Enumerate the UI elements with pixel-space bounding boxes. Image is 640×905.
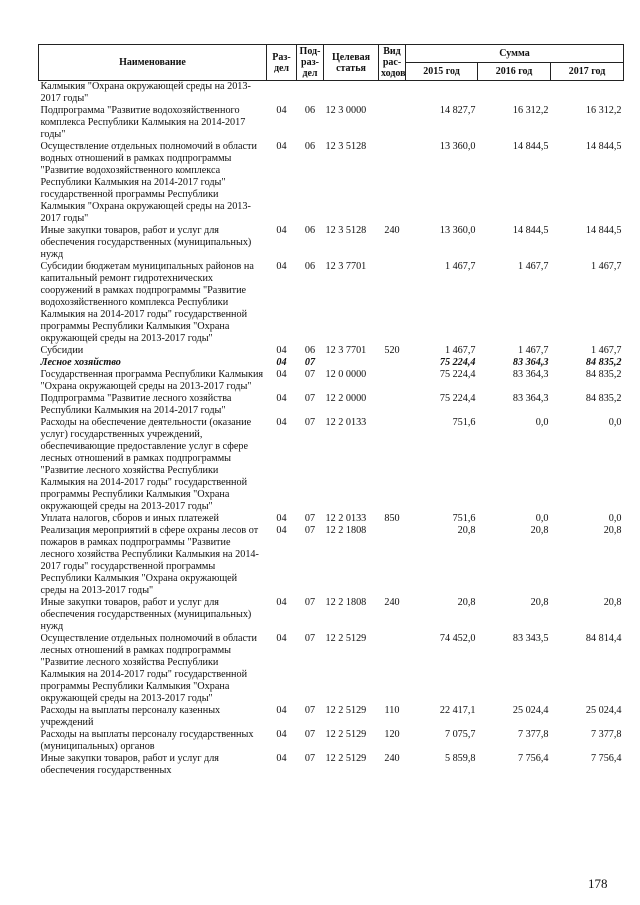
row-value-2015: 1 467,7 [444, 261, 476, 272]
row-podrazdel: 07 [304, 513, 316, 524]
row-name: Субсидии бюджетам муниципальных районов на капитальный ремонт гидротехнических сооружений в рамках подпрограммы "Развитие водохозяйственного комплекса Республики Калмыкия на 2014-2017 годы" государственной программы Республики Калмыкия "Охрана окружающей среды на 2013-2017 годы" [40, 261, 254, 344]
row-podrazdel: 06 [304, 105, 316, 116]
row-value-2015: 13 360,0 [439, 225, 476, 236]
row-value-2017: 0,0 [608, 513, 622, 524]
row-name: Подпрограмма "Развитие водохозяйственного комплекса Республики Калмыкия на 2014-2017 годы" [40, 105, 246, 140]
table-row [39, 513, 624, 525]
table-row [39, 261, 624, 345]
col-header-2015: 2015 год [406, 63, 478, 81]
header-row [39, 45, 624, 63]
row-celevaya: 12 0 0000 [325, 369, 367, 380]
row-value-2016: 1 467,7 [517, 261, 549, 272]
row-value-2016: 14 844,5 [512, 225, 549, 236]
row-value-2017: 7 756,4 [590, 753, 622, 764]
table-body [39, 81, 624, 778]
row-value-2016: 20,8 [530, 597, 549, 608]
row-name: Субсидии [40, 345, 84, 356]
row-razdel: 04 [276, 633, 287, 644]
row-podrazdel: 07 [304, 705, 316, 716]
row-vid [379, 357, 406, 369]
row-value-2017: 14 844,5 [585, 225, 622, 236]
row-value-2015: 22 417,1 [439, 705, 476, 716]
row-value-2015: 20,8 [457, 525, 476, 536]
row-celevaya: 12 3 7701 [325, 261, 367, 272]
row-podrazdel: 06 [304, 261, 316, 272]
row-value-2016: 0,0 [535, 513, 549, 524]
row-podrazdel: 07 [304, 525, 316, 536]
col-header-podrazdel: Под-раз-дел [297, 45, 324, 81]
table-row [39, 225, 624, 261]
row-vid [379, 261, 406, 345]
row-celevaya: 12 2 5129 [325, 729, 367, 740]
table-row [39, 393, 624, 417]
row-value-2016: 25 024,4 [512, 705, 549, 716]
row-podrazdel: 07 [304, 753, 316, 764]
col-header-name: Наименование [39, 45, 267, 81]
table-row [39, 81, 624, 106]
row-podrazdel: 07 [304, 369, 316, 380]
row-celevaya: 12 3 7701 [325, 345, 367, 356]
row-name: Расходы на обеспечение деятельности (оказание услуг) государственных учреждений, обеспечивающие предоставление услуг в сфере лесных отношений в рамках подпрограммы "Развитие лесного хозяйства Республики Калмыкия на 2014-2017 годы" государственной программы Республики Калмыкия "Охрана окружающей среды на 2013-2017 годы" [40, 417, 252, 512]
row-name: Калмыкия "Охрана окружающей среды на 2013-2017 годы" [40, 81, 251, 104]
table-row [39, 729, 624, 753]
row-razdel: 04 [276, 369, 287, 380]
row-celevaya: 12 2 0000 [325, 393, 367, 404]
row-razdel [267, 81, 297, 106]
row-value-2015: 5 859,8 [444, 753, 476, 764]
row-celevaya: 12 3 5128 [325, 225, 367, 236]
row-name: Реализация мероприятий в сфере охраны лесов от пожаров в рамках подпрограммы "Развитие лесного хозяйства Республики Калмыкия на 2014-2017 годы" государственной программы Республики Калмыкия "Охрана окружающей среды на 2013-2017 годы" [40, 525, 259, 596]
row-name: Подпрограмма "Развитие лесного хозяйства Республики Калмыкия на 2014-2017 годы" [40, 393, 232, 416]
row-value-2015: 751,6 [452, 417, 476, 428]
row-razdel: 04 [276, 141, 287, 152]
row-celevaya: 12 2 0133 [325, 417, 367, 428]
row-podrazdel: 06 [304, 141, 316, 152]
row-vid [379, 525, 406, 597]
budget-table [38, 44, 624, 777]
row-value-2016: 20,8 [530, 525, 549, 536]
row-razdel: 04 [276, 597, 287, 608]
row-value-2015 [406, 81, 478, 106]
row-value-2017: 14 844,5 [585, 141, 622, 152]
row-celevaya: 12 2 5129 [325, 753, 367, 764]
row-value-2015: 20,8 [457, 597, 476, 608]
row-name: Уплата налогов, сборов и иных платежей [40, 513, 219, 524]
row-podrazdel: 07 [304, 357, 316, 368]
row-value-2016: 0,0 [535, 417, 549, 428]
table-row [39, 525, 624, 597]
row-value-2015: 7 075,7 [444, 729, 476, 740]
row-celevaya [324, 357, 379, 369]
row-value-2017: 20,8 [603, 525, 622, 536]
row-podrazdel: 07 [304, 597, 316, 608]
col-header-2017: 2017 год [551, 63, 624, 81]
row-celevaya: 12 3 5128 [325, 141, 367, 152]
row-name: Иные закупки товаров, работ и услуг для обеспечения государственных [40, 753, 219, 776]
row-celevaya: 12 2 5129 [325, 705, 367, 716]
row-celevaya: 12 3 0000 [325, 105, 367, 116]
row-celevaya: 12 2 5129 [325, 633, 367, 644]
col-header-2016: 2016 год [478, 63, 551, 81]
row-value-2017: 84 814,4 [585, 633, 622, 644]
row-razdel: 04 [276, 525, 287, 536]
row-vid: 850 [384, 513, 400, 524]
row-razdel: 04 [276, 513, 287, 524]
row-name: Осуществление отдельных полномочий в области лесных отношений в рамках подпрограммы "Развитие лесного хозяйства Республики Калмыкия на 2014-2017 годы" государственной программы Республики Калмыкия "Охрана окружающей среды на 2013-2017 годы" [40, 633, 257, 704]
row-value-2016: 83 364,3 [512, 357, 549, 368]
row-name: Лесное хозяйство [40, 357, 121, 368]
row-vid [379, 393, 406, 417]
table-row [39, 597, 624, 633]
row-value-2016: 14 844,5 [512, 141, 549, 152]
row-value-2017 [551, 81, 624, 106]
row-value-2016: 83 343,5 [512, 633, 549, 644]
row-podrazdel: 06 [304, 345, 316, 356]
row-value-2016: 83 364,3 [512, 369, 549, 380]
row-podrazdel: 07 [304, 393, 316, 404]
row-value-2017: 84 835,2 [585, 369, 622, 380]
row-value-2017: 25 024,4 [585, 705, 622, 716]
row-celevaya [324, 81, 379, 106]
row-vid: 110 [384, 705, 400, 716]
col-header-razdel: Раз-дел [267, 45, 297, 81]
row-vid [379, 81, 406, 106]
row-value-2015: 75 224,4 [439, 369, 476, 380]
row-name: Осуществление отдельных полномочий в области водных отношений в рамках подпрограммы "Развитие водохозяйственного комплекса Республики Калмыкия на 2014-2017 годы" государственной программы Республики Калмыкия "Охрана окружающей среды на 2013-2017 годы" [40, 141, 257, 224]
row-name: Иные закупки товаров, работ и услуг для обеспечения государственных (муниципальных) нужд [40, 597, 252, 632]
row-podrazdel: 07 [304, 417, 316, 428]
row-razdel: 04 [276, 705, 287, 716]
row-vid [379, 417, 406, 513]
row-value-2017: 1 467,7 [590, 345, 622, 356]
row-name: Иные закупки товаров, работ и услуг для обеспечения государственных (муниципальных) нужд [40, 225, 252, 260]
page-number: 178 [588, 876, 608, 891]
row-value-2015: 75 224,4 [439, 393, 476, 404]
row-vid [379, 105, 406, 141]
row-razdel: 04 [276, 753, 287, 764]
row-razdel: 04 [276, 261, 287, 272]
row-razdel: 04 [276, 357, 287, 368]
row-value-2016: 1 467,7 [517, 345, 549, 356]
row-celevaya: 12 2 1808 [325, 525, 367, 536]
table-row [39, 753, 624, 777]
row-value-2015: 751,6 [452, 513, 476, 524]
row-vid [379, 633, 406, 705]
row-value-2015: 13 360,0 [439, 141, 476, 152]
table-row [39, 105, 624, 141]
row-vid: 240 [384, 753, 400, 764]
row-value-2017: 84 835,2 [585, 393, 622, 404]
col-header-celevaya: Целевая статья [324, 45, 379, 81]
table-row [39, 417, 624, 513]
row-vid [379, 141, 406, 225]
table-row [39, 369, 624, 393]
table-row [39, 633, 624, 705]
row-value-2016 [478, 81, 551, 106]
row-value-2016: 83 364,3 [512, 393, 549, 404]
row-podrazdel [297, 81, 324, 106]
row-value-2017: 20,8 [603, 597, 622, 608]
row-value-2016: 7 756,4 [517, 753, 549, 764]
row-name: Расходы на выплаты персоналу государственных (муниципальных) органов [40, 729, 254, 752]
row-value-2016: 7 377,8 [517, 729, 549, 740]
row-value-2015: 14 827,7 [439, 105, 476, 116]
col-header-summa: Сумма [406, 45, 624, 63]
row-value-2017: 16 312,2 [585, 105, 622, 116]
row-value-2017: 84 835,2 [585, 357, 622, 368]
row-razdel: 04 [276, 105, 287, 116]
table-row [39, 357, 624, 369]
row-vid: 240 [384, 597, 400, 608]
table-row [39, 141, 624, 225]
row-podrazdel: 06 [304, 225, 316, 236]
row-value-2017: 7 377,8 [590, 729, 622, 740]
row-razdel: 04 [276, 417, 287, 428]
table-row [39, 705, 624, 729]
row-vid: 120 [384, 729, 400, 740]
row-value-2015: 1 467,7 [444, 345, 476, 356]
row-vid: 240 [384, 225, 400, 236]
row-value-2015: 74 452,0 [439, 633, 476, 644]
row-razdel: 04 [276, 345, 287, 356]
row-razdel: 04 [276, 225, 287, 236]
row-value-2017: 0,0 [608, 417, 622, 428]
row-vid [379, 369, 406, 393]
row-celevaya: 12 2 0133 [325, 513, 367, 524]
row-value-2017: 1 467,7 [590, 261, 622, 272]
row-value-2015: 75 224,4 [439, 357, 476, 368]
row-value-2016: 16 312,2 [512, 105, 549, 116]
col-header-vid: Вид рас-ходов [379, 45, 406, 81]
row-celevaya: 12 2 1808 [325, 597, 367, 608]
table-row [39, 345, 624, 357]
row-vid: 520 [384, 345, 400, 356]
row-podrazdel: 07 [304, 729, 316, 740]
row-name: Расходы на выплаты персоналу казенных учреждений [40, 705, 221, 728]
row-razdel: 04 [276, 729, 287, 740]
row-podrazdel: 07 [304, 633, 316, 644]
row-name: Государственная программа Республики Калмыкия "Охрана окружающей среды на 2013-2017 годы" [40, 369, 264, 392]
row-razdel: 04 [276, 393, 287, 404]
